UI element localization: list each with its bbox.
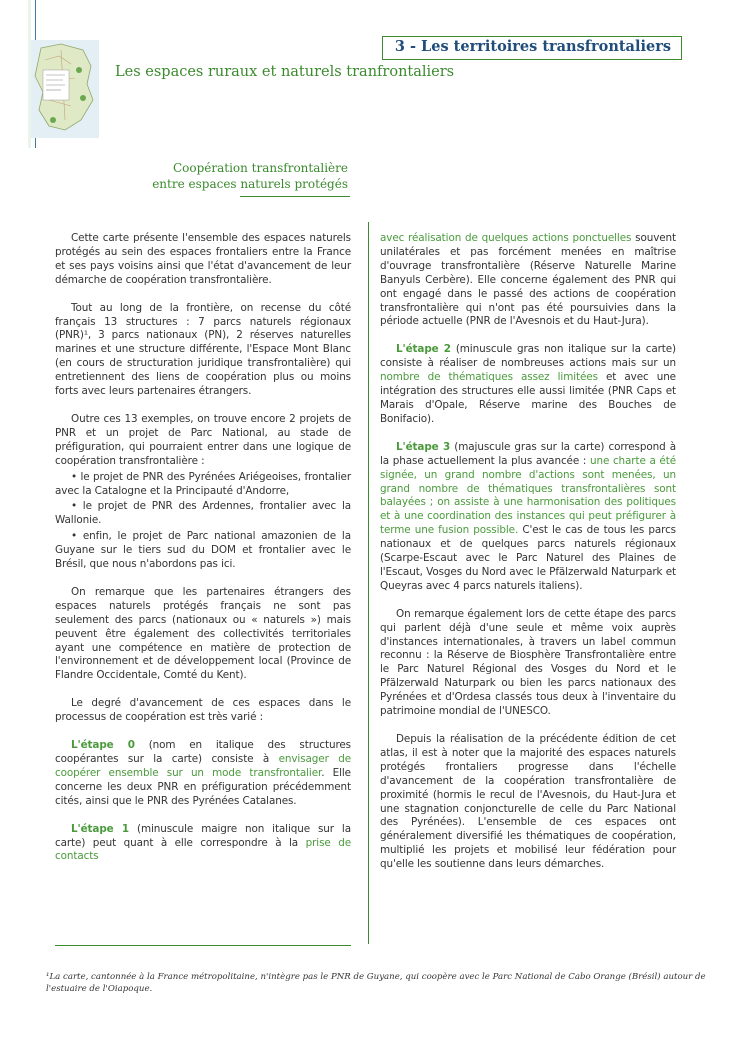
paragraph: Le degré d'avancement de ces espaces dans le processus de coopération est très varié :: [55, 697, 351, 724]
highlight-text: envisager de coopérer ensemble sur un mode transfrontalier: [55, 753, 351, 779]
list-item: • enfin, le projet de Parc national amazonien de la Guyane sur le tiers sud du DOM et frontalier avec le Brésil, que nous n'abordons pas ici.: [55, 530, 351, 571]
map-thumbnail: [31, 40, 99, 138]
text-span: . Elle concerne les deux PNR en préfiguration précédemment cités, ainsi que le PNR des Pyrénées Catalanes.: [55, 766, 351, 807]
paragraph: Tout au long de la frontière, on recense du côté français 13 structures : 7 parcs naturels régionaux (PNR)¹, 3 parcs nationaux (PN), 2 réserves naturelles marines et une structure différente, l'Espace Mont Blanc (en cours de structuration juridique transfrontalière) qui entretiennent des liens de coopération plus ou moins forts avec leurs partenaires étrangers.: [55, 301, 351, 398]
list-item: • le projet de PNR des Pyrénées Ariégeoises, frontalier avec la Catalogne et la Principauté d'Andorre,: [55, 470, 351, 497]
list-item: • le projet de PNR des Ardennes, frontalier avec la Wallonie.: [55, 500, 351, 527]
section-title: 3 - Les territoires transfrontaliers: [394, 38, 671, 55]
left-column: [55, 232, 351, 878]
stage-1-paragraph: [55, 823, 351, 865]
paragraph: Outre ces 13 exemples, on trouve encore 2 projets de PNR et un projet de Parc National, au stade de préfiguration, qui pourraient entrer dans une logique de coopération transfrontalière :: [55, 412, 351, 467]
paragraph: On remarque également lors de cette étape des parcs qui parlent déjà d'une seule et même voix auprès d'instances internationales, à travers un label commun reconnu : la Réserve de Biosphère Transfrontalière entre le Parc Naturel Régional des Vosges du Nord et le Pfälzerwald Naturpark ou bien les parcs nationaux des Pyrénées et d'Ordesa classés tous deux à l'inventaire du patrimoine mondial de l'UNESCO.: [380, 607, 676, 718]
paragraph: On remarque que les partenaires étrangers des espaces naturels protégés français ne sont pas seulement des parcs (nationaux ou « naturels ») mais peuvent être également des collectivités territoriales ayant une compétence en matière de protection de l'environnement et de développement local (Province de Flandre Occidentale, Comté du Kent).: [55, 585, 351, 682]
stage-label: L'étape 2: [396, 343, 451, 356]
france-map-icon: [31, 40, 99, 138]
footnote: ¹La carte, cantonnée à la France métropolitaine, n'intègre pas le PNR de Guyane, qui coopère avec le Parc National de Cabo Orange (Brésil) autour de l'estuaire de l'Oiapoque.: [46, 972, 706, 994]
left-column-rule: [55, 945, 351, 946]
paragraph: Depuis la réalisation de la précédente édition de cet atlas, il est à noter que la majorité des espaces naturels protégés frontaliers progresse dans l'échelle d'avancement de la coopération transfrontalière de proximité (hormis le recul de l'Avesnois, du Haut-Jura et une stagnation conjoncturelle de celle du Parc National des Pyrénées). L'ensemble de ces espaces ont généralement diversifié les thématiques de coopération, multiplié les projets et mobilisé leur fédération pour qu'elle les soutienne dans leurs démarches.: [380, 733, 676, 871]
highlight-text: une charte a été signée, un grand nombre d'actions sont menées, un grand nombre de thématiques transfrontalières sont balayées ; on assiste à une harmonisation des politiques et à une coordination des instances qui peut préfigurer à terme une fusion possible.: [380, 454, 676, 537]
highlight-text: nombre de thématiques assez limitées: [380, 371, 598, 384]
stage-0-paragraph: [55, 739, 351, 809]
column-divider: [368, 222, 369, 944]
stage-3-paragraph: [380, 441, 676, 594]
article-heading: [152, 160, 348, 192]
stage-label: L'étape 0: [71, 739, 135, 752]
paragraph: Cette carte présente l'ensemble des espaces naturels protégés au sein des espaces frontaliers entre la France et ses pays voisins ainsi que l'état d'avancement de leur démarche de coopération transfrontalière.: [55, 232, 351, 286]
stage-label: L'étape 1: [71, 822, 130, 835]
text-span: (minuscule maigre non italique sur la carte) peut quant à elle correspondre à la: [55, 822, 351, 849]
text-span: C'est le cas de tous les parcs nationaux et de quelques parcs naturels régionaux (Scarpe-Escaut avec le Parc Naturel des Plaines de l'Escaut, Vosges du Nord avec le Pfälzerwald Naturpark et Queyras avec 4 parcs naturels italiens).: [380, 524, 676, 592]
highlight-text: prise de contacts: [55, 836, 351, 863]
section-title-box: [382, 36, 682, 60]
text-span: souvent unilatérales et pas forcément menées en maîtrise d'ouvrage transfrontalière (Réserve Naturelle Marine Banyuls Cerbère). Elle concerne également des PNR qui ont engagé dans le passé des actions de coopération transfrontalière qui n'ont pas été poursuivies dans la période actuelle (PNR de l'Avesnois et du Haut-Jura).: [380, 232, 676, 328]
highlight-text: avec réalisation de quelques actions ponctuelles: [380, 232, 632, 244]
heading-underline: [240, 196, 350, 197]
text-span: (majuscule gras sur la carte) correspond à la phase actuellement la plus avancée :: [380, 440, 676, 467]
stage-1-continued: [380, 232, 676, 329]
text-span: et avec une intégration des structures elle aussi limitée (PNR Caps et Marais d'Opale, Réserve marine des Bouches de Bonifacio).: [380, 371, 676, 425]
text-span: (minuscule gras non italique sur la carte) consiste à réaliser de nombreuses actions mais sur un: [380, 343, 677, 370]
page-subtitle: Les espaces ruraux et naturels tranfrontaliers: [115, 64, 455, 80]
heading-line-1: Coopération transfrontalière: [172, 161, 348, 175]
text-span: (nom en italique des structures coopérantes sur la carte) consiste à: [55, 739, 351, 765]
heading-line-2: entre espaces naturels protégés: [152, 177, 348, 191]
stage-2-paragraph: [380, 343, 676, 426]
right-column: [380, 232, 676, 886]
stage-label: L'étape 3: [396, 440, 451, 453]
